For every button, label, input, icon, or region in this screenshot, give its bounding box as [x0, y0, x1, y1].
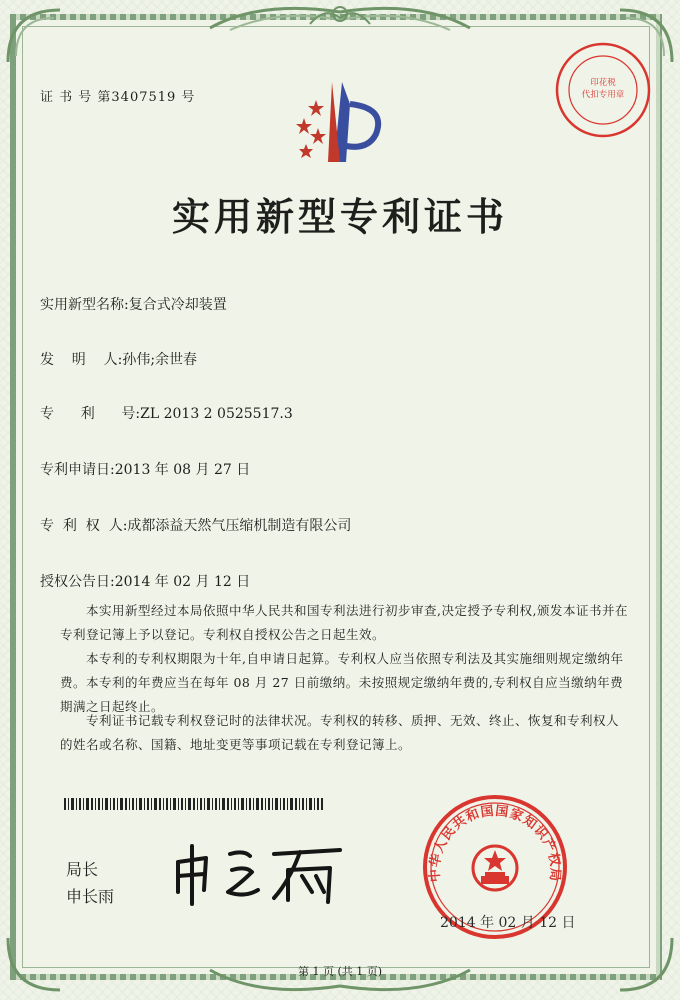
- field-announcement-date: [40, 571, 250, 591]
- tax-stamp-line: 代扣专用章: [581, 90, 625, 100]
- certificate-number: 证 书 号 第3407519 号: [40, 90, 196, 105]
- field-label: 授权公告日:: [40, 574, 115, 590]
- corner-ornament-icon: [4, 6, 64, 66]
- field-label: 发 明 人:: [40, 352, 123, 368]
- paragraph-text: 本实用新型经过本局依照中华人民共和国专利法进行初步审查,决定授予专利权,颁发本证书并在专利登记簿上予以登记。专利权自授权公告之日起生效。: [60, 603, 628, 642]
- paragraph-text: 专利证书记载专利权登记时的法律状况。专利权的转移、质押、无效、终止、恢复和专利权人的姓名或名称、国籍、地址变更等事项记载在专利登记簿上。: [60, 713, 620, 752]
- field-value: 孙伟;余世春: [122, 352, 198, 368]
- field-patentee: [40, 515, 351, 535]
- handwritten-signature: [170, 840, 360, 910]
- field-value: 成都添益天然气压缩机制造有限公司: [127, 518, 352, 534]
- field-value: 2013 年 08 月 27 日: [114, 462, 251, 478]
- top-ornament-icon: [200, 0, 480, 34]
- field-inventor: [40, 349, 197, 369]
- seal-date: 2014 年 02 月 12 日: [440, 915, 576, 931]
- barcode-icon: [64, 798, 324, 810]
- tax-stamp-seal: [553, 40, 653, 140]
- page-title: 实用新型专利证书: [171, 194, 508, 239]
- seal-org-text: 中华人民共和国国家知识产权局: [427, 803, 563, 883]
- field-label: 专 利 号:: [40, 406, 141, 422]
- field-value: ZL 2013 2 0525517.3: [140, 406, 293, 422]
- national-emblem-icon: [473, 846, 517, 890]
- field-value: 复合式冷却装置: [128, 297, 227, 313]
- field-patent-number: [40, 403, 293, 423]
- patent-office-emblem-icon: [284, 74, 394, 170]
- paragraph: [60, 599, 630, 647]
- field-application-date: [40, 459, 250, 479]
- tax-stamp-line: 印花税: [590, 78, 616, 88]
- signer-title: 局长: [66, 860, 99, 879]
- paragraph-text: 本专利的专利权期限为十年,自申请日起算。专利权人应当依照专利法及其实施细则规定缴纳年费。本专利的年费应当在每年 08 月 27 日前缴纳。未按照规定缴纳年费的,专利权自应当缴纳年费期满之日起终止。: [60, 651, 624, 714]
- field-label: 专利申请日:: [40, 462, 115, 478]
- field-value: 2014 年 02 月 12 日: [114, 574, 251, 590]
- page-number: 第 1 页 (共 1 页): [297, 965, 383, 978]
- field-utility-model-name: [40, 294, 227, 314]
- field-label: 专 利 权 人:: [40, 518, 128, 534]
- field-label: 实用新型名称:: [40, 297, 129, 313]
- signer-name: 申长雨: [66, 887, 115, 906]
- paragraph: [60, 709, 630, 757]
